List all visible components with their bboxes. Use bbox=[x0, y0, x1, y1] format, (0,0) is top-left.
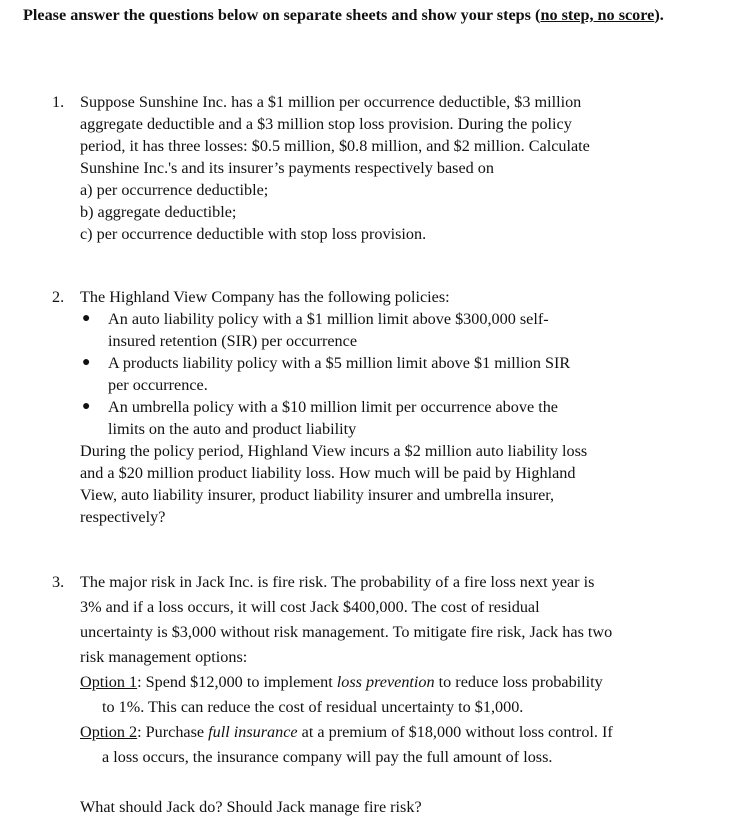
option-text: : Spend $12,000 to implement bbox=[137, 673, 337, 691]
header-text-end: ). bbox=[654, 6, 664, 24]
question-line: During the policy period, Highland View incurs a $2 million auto liability loss bbox=[80, 442, 588, 460]
question-line: a) per occurrence deductible; bbox=[80, 181, 269, 199]
question-number: 1. bbox=[52, 93, 65, 111]
option-label: Option 1 bbox=[80, 673, 138, 691]
option-text: : Purchase bbox=[137, 723, 209, 741]
bullet-icon: ● bbox=[82, 399, 91, 414]
bullet-line: per occurrence. bbox=[108, 376, 208, 394]
bullet-line: limits on the auto and product liability bbox=[108, 420, 357, 438]
bullet-line: An auto liability policy with a $1 million limit above $300,000 self- bbox=[108, 310, 549, 328]
question-intro: The Highland View Company has the following policies: bbox=[80, 288, 450, 306]
bullet-icon: ● bbox=[82, 311, 91, 326]
final-question: What should Jack do? Should Jack manage fire risk? bbox=[80, 798, 422, 816]
question-line: aggregate deductible and a $3 million stop loss provision. During the policy bbox=[80, 115, 572, 133]
policy-list bbox=[52, 308, 692, 440]
question-line: period, it has three losses: $0.5 million, $0.8 million, and $2 million. Calculate bbox=[80, 137, 590, 155]
question-2 bbox=[52, 286, 692, 528]
list-item bbox=[52, 308, 692, 352]
question-1 bbox=[52, 91, 692, 245]
instructions-header bbox=[23, 4, 723, 27]
question-line: The major risk in Jack Inc. is fire risk. The probability of a fire loss next year is bbox=[80, 573, 595, 591]
question-3 bbox=[52, 570, 692, 820]
option-emphasis: full insurance bbox=[208, 723, 298, 741]
option-emphasis: loss prevention bbox=[336, 673, 435, 691]
question-line: uncertainty is $3,000 without risk management. To mitigate fire risk, Jack has two bbox=[80, 623, 613, 641]
list-item bbox=[52, 396, 692, 440]
option-line: to 1%. This can reduce the cost of residual uncertainty to $1,000. bbox=[102, 698, 524, 716]
question-number: 3. bbox=[52, 573, 65, 591]
bullet-line: insured retention (SIR) per occurrence bbox=[108, 332, 358, 350]
bullet-line: An umbrella policy with a $10 million limit per occurrence above the bbox=[108, 398, 558, 416]
question-line: Sunshine Inc.'s and its insurer’s payments respectively based on bbox=[80, 159, 494, 177]
header-underlined-text: no step, no score bbox=[540, 6, 655, 24]
option-line: a loss occurs, the insurance company will pay the full amount of loss. bbox=[102, 748, 553, 766]
bullet-line: A products liability policy with a $5 million limit above $1 million SIR bbox=[108, 354, 571, 372]
question-line: Suppose Sunshine Inc. has a $1 million per occurrence deductible, $3 million bbox=[80, 93, 582, 111]
option-2 bbox=[80, 720, 692, 770]
question-number: 2. bbox=[52, 288, 65, 306]
question-line: 3% and if a loss occurs, it will cost Jack $400,000. The cost of residual bbox=[80, 598, 540, 616]
list-item bbox=[52, 352, 692, 396]
question-line: and a $20 million product liability loss. How much will be paid by Highland bbox=[80, 464, 576, 482]
option-text: to reduce loss probability bbox=[434, 673, 603, 691]
bullet-icon: ● bbox=[82, 355, 91, 370]
option-1 bbox=[80, 670, 692, 720]
option-text: at a premium of $18,000 without loss control. If bbox=[297, 723, 613, 741]
question-line: risk management options: bbox=[80, 648, 248, 666]
question-line: c) per occurrence deductible with stop loss provision. bbox=[80, 225, 427, 243]
question-line: respectively? bbox=[80, 508, 166, 526]
question-line: b) aggregate deductible; bbox=[80, 203, 237, 221]
option-label: Option 2 bbox=[80, 723, 138, 741]
header-text-start: Please answer the questions below on separate sheets and show your steps ( bbox=[23, 6, 541, 24]
question-line: View, auto liability insurer, product liability insurer and umbrella insurer, bbox=[80, 486, 555, 504]
